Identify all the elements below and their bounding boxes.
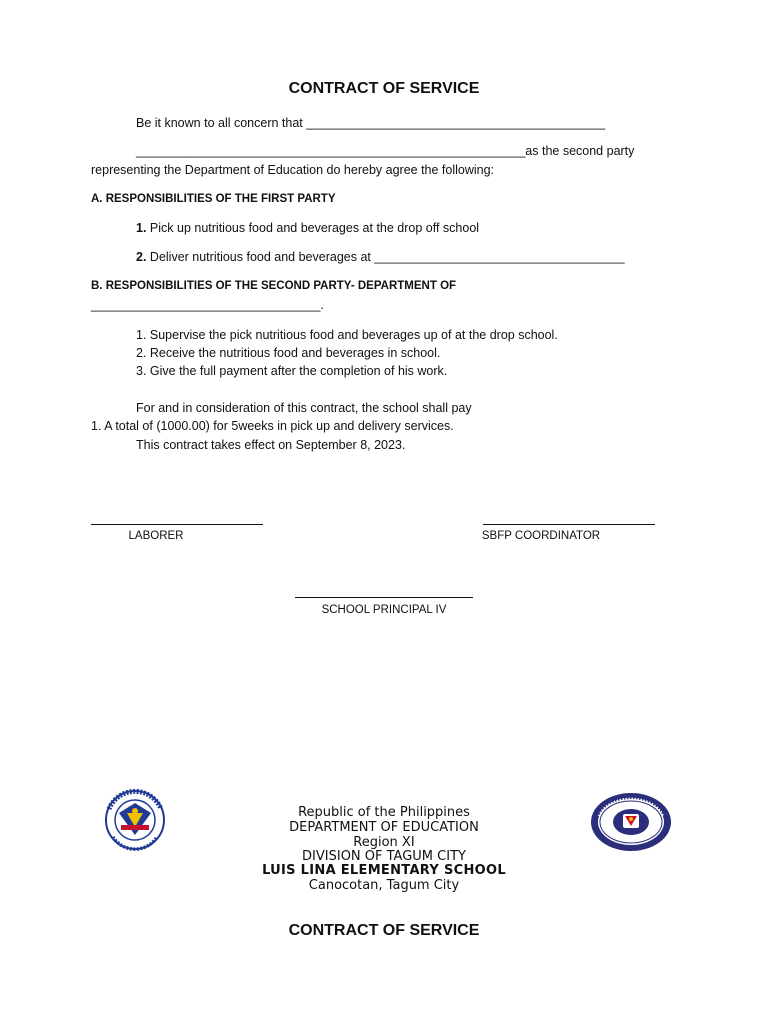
section-b-heading: B. RESPONSIBILITIES OF THE SECOND PARTY- DEPARTMENT OF xyxy=(91,280,457,292)
section-b-item-3: 3. Give the full payment after the completion of his work. xyxy=(136,364,448,378)
letterhead-division: DIVISION OF TAGUM CITY xyxy=(302,849,466,864)
letterhead-department: DEPARTMENT OF EDUCATION xyxy=(289,820,479,835)
section-a-heading: A. RESPONSIBILITIES OF THE FIRST PARTY xyxy=(91,193,336,205)
effectivity-text: This contract takes effect on September 8, 2023. xyxy=(136,438,406,452)
section-a-item-1 xyxy=(136,221,479,235)
laborer-signature-line xyxy=(91,524,263,525)
letterhead-republic: Republic of the Philippines xyxy=(298,805,470,820)
intro-line-3: representing the Department of Education do hereby agree the following: xyxy=(91,163,495,177)
coordinator-signature-line xyxy=(483,524,655,525)
section-a-item-2 xyxy=(136,250,625,264)
intro-line-1: Be it known to all concern that ___________________________________________ xyxy=(136,116,606,130)
item-text: Deliver nutritious food and beverages at ____________________________________ xyxy=(146,250,625,264)
deped-seal-icon xyxy=(91,789,179,851)
contract-title: CONTRACT OF SERVICE xyxy=(288,80,480,97)
section-b-item-1: 1. Supervise the pick nutritious food and beverages up of at the drop school. xyxy=(136,328,558,342)
contract-title-page-2: CONTRACT OF SERVICE xyxy=(288,922,480,939)
consideration-text: For and in consideration of this contract, the school shall pay xyxy=(136,401,472,415)
item-number: 2. xyxy=(136,250,147,264)
item-number: 1. xyxy=(136,221,147,235)
letterhead-region: Region XI xyxy=(353,835,415,850)
school-seal-icon xyxy=(589,792,673,852)
laborer-label: LABORER xyxy=(128,530,184,542)
letterhead-address: Canocotan, Tagum City xyxy=(308,878,460,893)
letterhead-school-name: LUIS LINA ELEMENTARY SCHOOL xyxy=(262,863,506,878)
section-b-item-2: 2. Receive the nutritious food and beverages in school. xyxy=(136,346,441,360)
payment-text: 1. A total of (1000.00) for 5weeks in pick up and delivery services. xyxy=(91,419,454,433)
section-b-heading-blank: _________________________________. xyxy=(91,298,324,312)
principal-label: SCHOOL PRINCIPAL IV xyxy=(321,604,447,616)
coordinator-label: SBFP COORDINATOR xyxy=(481,530,601,542)
principal-signature-line xyxy=(295,597,473,598)
item-text: Pick up nutritious food and beverages at the drop off school xyxy=(146,221,480,235)
intro-line-2: ________________________________________________________as the second party xyxy=(136,144,635,158)
